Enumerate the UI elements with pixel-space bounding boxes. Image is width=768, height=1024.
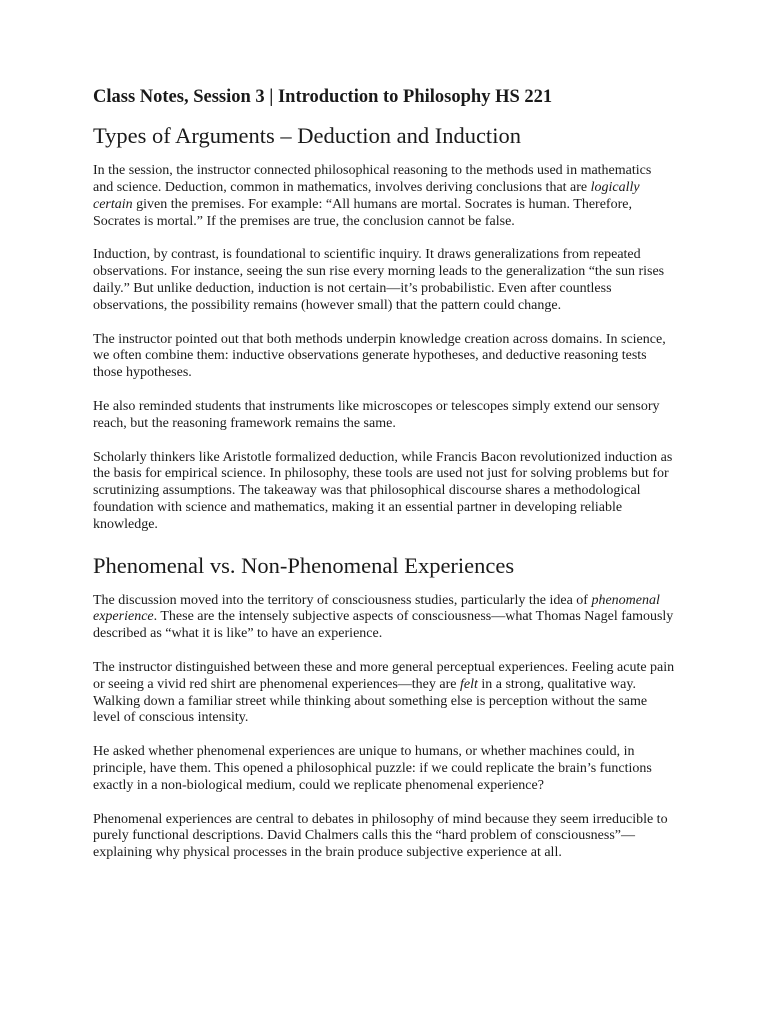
paragraph: He asked whether phenomenal experiences are unique to humans, or whether machines could, in principle, have them. This opened a philosophical puzzle: if we could replicate the brain’s functions exactly in a non-biological medium, could we replicate phenomenal experience? xyxy=(93,744,652,793)
paragraph-text: In the session, the instructor connected philosophical reasoning to the methods used in mathematics and science. Deduction, common in mathematics, involves deriving conclusions that are xyxy=(93,163,652,195)
paragraph xyxy=(93,660,675,727)
paragraph-text: The discussion moved into the territory of consciousness studies, particularly the idea of xyxy=(93,592,592,608)
emphasized-text: felt xyxy=(459,676,478,692)
document-header: Class Notes, Session 3 | Introduction to Philosophy HS 221 xyxy=(93,87,553,107)
paragraph xyxy=(93,163,675,230)
paragraph xyxy=(93,593,675,643)
paragraph-text: The instructor distinguished between these and more general perceptual experiences. Feeling acute pain or seeing a vivid red shirt are phenomenal experiences—they are xyxy=(93,659,675,692)
paragraph: Induction, by contrast, is foundational to scientific inquiry. It draws generalizations from repeated observations. For instance, seeing the sun rise every morning leads to the generalization “the sun rises daily.” But unlike deduction, induction is not certain—it’s probabilistic. Even after countless observations, the possibility remains (however small) that the pattern could change. xyxy=(93,247,665,313)
paragraph: He also reminded students that instruments like microscopes or telescopes simply extend our sensory reach, but the reasoning framework remains the same. xyxy=(93,398,660,431)
paragraph-text: in a strong, qualitative way. Walking down a familiar street while thinking about something else is perception without the same level of conscious intensity. xyxy=(93,676,648,726)
paragraph: The instructor pointed out that both methods underpin knowledge creation across domains. In science, we often combine them: inductive observations generate hypotheses, and deductive reasoning tests those hypotheses. xyxy=(93,331,666,381)
paragraph: Phenomenal experiences are central to debates in philosophy of mind because they seem irreducible to purely functional descriptions. David Chalmers calls this the “hard problem of consciousness”—explaining why physical processes in the brain produce subjective experience at all. xyxy=(93,811,668,861)
emphasized-text: logically certain xyxy=(93,179,640,212)
paragraph-text: given the premises. For example: “All humans are mortal. Socrates is human. Therefore, Socrates is mortal.” If the premises are true, the conclusion cannot be false. xyxy=(93,196,632,229)
paragraph: Scholarly thinkers like Aristotle formalized deduction, while Francis Bacon revolutionized induction as the basis for empirical science. In philosophy, these tools are used not just for solving problems but for scrutinizing assumptions. The takeaway was that philosophical discourse shares a methodological foundation with science and mathematics, making it an essential partner in developing reliable knowledge. xyxy=(93,449,673,532)
document-page xyxy=(93,86,675,879)
emphasized-text: phenomenal experience xyxy=(93,592,660,625)
paragraph-text: . These are the intensely subjective aspects of consciousness—what Thomas Nagel famously described as “what it is like” to have an experience. xyxy=(93,609,674,642)
section-heading-deduction-induction: Types of Arguments – Deduction and Induction xyxy=(93,123,521,149)
section-heading-phenomenal-experiences: Phenomenal vs. Non-Phenomenal Experiences xyxy=(93,552,515,578)
